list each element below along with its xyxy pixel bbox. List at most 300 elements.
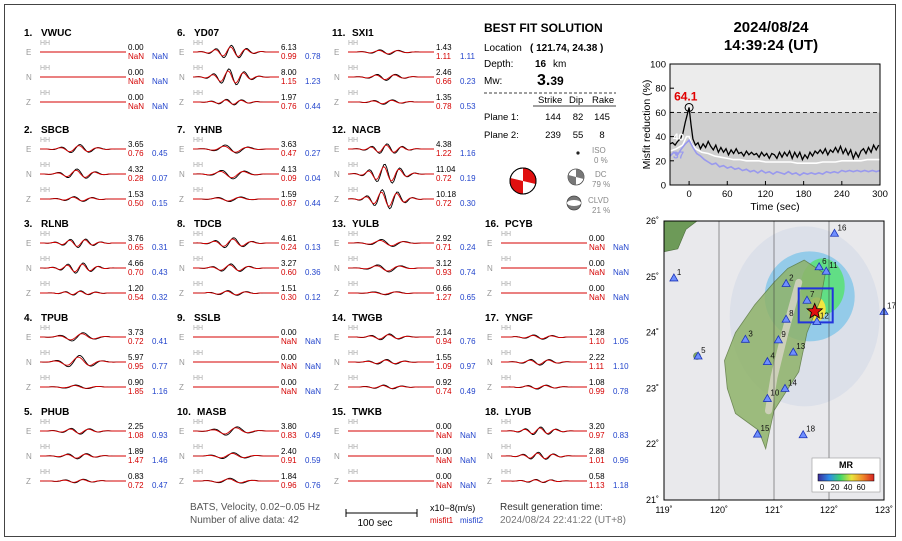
- misfit2-value: 0.45: [152, 149, 168, 158]
- result-time-label: Result generation time:: [500, 502, 603, 513]
- amplitude-value: 0.00: [589, 284, 605, 293]
- station-panel-phub: [24, 407, 168, 490]
- synthetic-waveform: [348, 51, 434, 54]
- misfit2-value: 0.93: [152, 431, 168, 440]
- channel-label: HH: [40, 137, 51, 144]
- colorbar-tick: 0: [819, 483, 825, 492]
- component-label: N: [179, 358, 185, 367]
- component-label: E: [179, 333, 185, 342]
- amplitude-value: 2.88: [589, 447, 605, 456]
- x-tick-label: 240: [833, 189, 850, 200]
- x-tick-label: 60: [721, 189, 733, 200]
- blue-series-label: 37: [673, 150, 685, 162]
- channel-label: HH: [348, 419, 359, 426]
- misfit1-value: NaN: [281, 337, 298, 346]
- latitude-label: 23˚: [645, 383, 659, 394]
- channel-label: HH: [501, 444, 512, 451]
- waveform-footer: [190, 502, 626, 529]
- channel-label: HH: [40, 281, 51, 288]
- station-code: YD07: [194, 28, 220, 39]
- station-panel-twgb: [332, 313, 476, 396]
- misfit1-value: 0.72: [436, 174, 452, 183]
- component-label: E: [26, 145, 32, 154]
- component-label: E: [26, 427, 32, 436]
- component-label: Z: [26, 477, 31, 486]
- plane2-strike: 239: [545, 130, 561, 141]
- channel-label: HH: [348, 137, 359, 144]
- channel-label: HH: [348, 65, 359, 72]
- channel-label: HH: [193, 350, 204, 357]
- channel-label: HH: [348, 40, 359, 47]
- station-code: NACB: [352, 125, 381, 136]
- misfit2-value: 0.44: [305, 102, 321, 111]
- amplitude-value: 3.76: [128, 234, 144, 243]
- channel-label: HH: [40, 256, 51, 263]
- component-label: N: [26, 170, 32, 179]
- latitude-label: 22˚: [645, 439, 659, 450]
- component-label: Z: [26, 383, 31, 392]
- y-tick-label: 40: [655, 132, 666, 144]
- channel-label: HH: [193, 281, 204, 288]
- misfit2-value: 0.97: [460, 362, 476, 371]
- misfit2-value: NaN: [613, 243, 630, 252]
- amplitude-value: 1.84: [281, 472, 297, 481]
- misfit1-value: 0.95: [128, 362, 144, 371]
- station-panel-sbcb: [24, 125, 168, 208]
- misfit2-value: 1.16: [152, 387, 168, 396]
- misfit1-value: 0.76: [128, 149, 144, 158]
- component-label: E: [487, 239, 493, 248]
- misfit2-value: 0.65: [460, 293, 476, 302]
- station-number: 9.: [177, 313, 186, 324]
- component-label: Z: [26, 195, 31, 204]
- misfit1-value: 0.50: [128, 199, 144, 208]
- channel-label: HH: [40, 375, 51, 382]
- plane1-rake: 145: [594, 112, 610, 123]
- station-id: 17: [887, 301, 896, 311]
- channel-label: HH: [348, 187, 359, 194]
- station-id: 14: [788, 378, 797, 388]
- channel-label: HH: [193, 256, 204, 263]
- station-number: 12.: [332, 125, 346, 136]
- channel-label: HH: [40, 469, 51, 476]
- misfit2-value: 0.32: [152, 293, 168, 302]
- amplitude-value: 4.32: [128, 165, 144, 174]
- component-label: E: [334, 427, 340, 436]
- component-label: N: [179, 73, 185, 82]
- misfit2-value: 0.77: [152, 362, 168, 371]
- misfit1-value: 0.99: [589, 387, 605, 396]
- misfit1-value: 0.24: [281, 243, 297, 252]
- station-code: TDCB: [194, 219, 222, 230]
- station-number: 4.: [24, 313, 33, 324]
- component-label: Z: [334, 383, 339, 392]
- misfit2-value: 0.43: [152, 268, 168, 277]
- amplitude-value: 1.08: [589, 378, 605, 387]
- misfit1-value: 0.78: [436, 102, 452, 111]
- component-label: E: [334, 48, 340, 57]
- station-code: SXI1: [352, 28, 374, 39]
- misfit1-value: 0.60: [281, 268, 297, 277]
- longitude-label: 120˚: [709, 505, 729, 515]
- iso-label: ISO: [592, 146, 606, 155]
- amplitude-unit: x10−8(m/s): [430, 503, 476, 513]
- station-number: 13.: [332, 219, 346, 230]
- misfit1-value: NaN: [436, 481, 453, 490]
- station-panel-yngf: [485, 313, 629, 396]
- component-label: Z: [179, 195, 184, 204]
- station-panel-tdcb: [177, 219, 321, 302]
- amplitude-value: 1.89: [128, 447, 144, 456]
- station-number: 8.: [177, 219, 186, 230]
- station-code: SSLB: [194, 313, 221, 324]
- misfit2-legend: misfit2: [460, 516, 484, 525]
- amplitude-value: 4.13: [281, 165, 297, 174]
- station-code: TWGB: [352, 313, 383, 324]
- misfit1-value: 1.15: [281, 77, 297, 86]
- misfit2-value: 0.78: [305, 52, 321, 61]
- channel-label: HH: [193, 40, 204, 47]
- component-label: E: [179, 48, 185, 57]
- amplitude-value: 2.92: [436, 234, 452, 243]
- synthetic-waveform: [40, 240, 126, 247]
- amplitude-value: 4.38: [436, 140, 452, 149]
- synthetic-waveform: [40, 386, 126, 389]
- misfit2-value: NaN: [305, 337, 322, 346]
- station-id: 9: [781, 329, 786, 339]
- amplitude-value: 0.00: [128, 43, 144, 52]
- component-label: E: [26, 239, 32, 248]
- misfit1-value: NaN: [589, 243, 606, 252]
- station-code: RLNB: [41, 219, 69, 230]
- channel-label: HH: [40, 419, 51, 426]
- misfit2-value: NaN: [460, 456, 477, 465]
- amplitude-value: 1.43: [436, 43, 452, 52]
- component-label: E: [487, 427, 493, 436]
- synthetic-waveform: [193, 172, 279, 178]
- station-panel-lyub: [485, 407, 629, 490]
- component-label: N: [334, 358, 340, 367]
- component-label: N: [26, 452, 32, 461]
- channel-label: HH: [501, 231, 512, 238]
- component-label: N: [334, 264, 340, 273]
- misfit-reduction-chart: [641, 60, 888, 214]
- misfit1-value: 0.74: [436, 387, 452, 396]
- component-label: E: [179, 239, 185, 248]
- dc-label: DC: [595, 170, 607, 179]
- station-id: 11: [829, 261, 838, 271]
- station-panel-sxi1: [332, 28, 476, 111]
- misfit1-value: 1.11: [436, 52, 451, 61]
- result-time: 2024/08/24 22:41:22 (UT+8): [500, 515, 626, 526]
- synthetic-waveform: [40, 454, 126, 458]
- amplitude-value: 2.46: [436, 68, 452, 77]
- station-panel-yhnb: [177, 125, 321, 208]
- y-tick-label: 60: [655, 107, 666, 119]
- misfit2-value: 0.31: [152, 243, 168, 252]
- synthetic-waveform: [348, 292, 434, 294]
- depth-label: Depth:: [484, 59, 514, 70]
- iso-ball: [576, 151, 579, 154]
- station-id: 7: [810, 290, 815, 300]
- peak-label: 64.1: [674, 89, 698, 104]
- amplitude-value: 0.58: [589, 472, 605, 481]
- station-id: 13: [796, 342, 806, 352]
- misfit1-value: 0.72: [436, 199, 452, 208]
- misfit2-value: 0.15: [152, 199, 168, 208]
- mw-decimal: 39: [550, 74, 564, 88]
- y-axis-label: Misfit reduction (%): [641, 79, 653, 170]
- component-label: N: [487, 264, 493, 273]
- amplitude-value: 0.00: [281, 328, 297, 337]
- station-number: 6.: [177, 28, 186, 39]
- synthetic-waveform: [193, 71, 279, 83]
- misfit2-value: 0.36: [305, 268, 321, 277]
- misfit1-value: 0.30: [281, 293, 297, 302]
- component-label: E: [179, 145, 185, 154]
- component-label: E: [334, 239, 340, 248]
- component-label: N: [179, 170, 185, 179]
- amplitude-value: 1.20: [128, 284, 144, 293]
- misfit1-value: 0.66: [436, 77, 452, 86]
- white-series-label: 40: [673, 132, 685, 144]
- misfit1-value: 1.13: [589, 481, 605, 490]
- misfit1-value: 1.85: [128, 387, 144, 396]
- x-tick-label: 120: [757, 189, 774, 200]
- iso-value: 0 %: [594, 156, 608, 165]
- amplitude-value: 6.13: [281, 43, 297, 52]
- network-info: BATS, Velocity, 0.02~0.05 Hz: [190, 502, 320, 513]
- station-id: 3: [748, 329, 753, 339]
- channel-label: HH: [193, 325, 204, 332]
- misfit1-value: 0.91: [281, 456, 297, 465]
- station-id: 16: [837, 223, 847, 233]
- misfit2-value: 0.30: [460, 199, 476, 208]
- misfit2-value: 0.49: [460, 387, 476, 396]
- synthetic-waveform: [193, 146, 279, 152]
- misfit2-value: 0.13: [305, 243, 321, 252]
- channel-label: HH: [193, 187, 204, 194]
- misfit1-value: 0.71: [436, 243, 452, 252]
- channel-label: HH: [348, 162, 359, 169]
- amplitude-value: 5.97: [128, 353, 144, 362]
- misfit2-value: 0.44: [305, 199, 321, 208]
- misfit1-value: NaN: [281, 362, 298, 371]
- station-number: 11.: [332, 28, 346, 39]
- component-label: E: [334, 333, 340, 342]
- misfit2-value: 0.59: [305, 456, 321, 465]
- misfit2-value: NaN: [152, 77, 169, 86]
- channel-label: HH: [501, 256, 512, 263]
- longitude-label: 122˚: [819, 505, 839, 515]
- component-label: N: [26, 73, 32, 82]
- plane1-strike: 144: [545, 112, 561, 123]
- component-label: Z: [179, 383, 184, 392]
- component-label: Z: [487, 383, 492, 392]
- component-label: Z: [26, 98, 31, 107]
- station-number: 3.: [24, 219, 33, 230]
- y-tick-label: 100: [650, 59, 666, 71]
- synthetic-waveform: [348, 167, 434, 181]
- synthetic-waveform: [193, 291, 279, 295]
- longitude-label: 123˚: [874, 505, 894, 515]
- amplitude-value: 3.65: [128, 140, 144, 149]
- misfit1-value: 1.27: [436, 293, 452, 302]
- plane2-dip: 55: [572, 130, 584, 141]
- misfit1-value: NaN: [436, 456, 453, 465]
- component-label: Z: [334, 98, 339, 107]
- best-fit-solution: [484, 21, 616, 215]
- amplitude-value: 3.27: [281, 259, 297, 268]
- latitude-label: 24˚: [645, 327, 659, 338]
- misfit2-value: 0.74: [460, 268, 476, 277]
- colorbar: [818, 474, 874, 481]
- misfit1-value: 1.09: [436, 362, 452, 371]
- station-number: 5.: [24, 407, 33, 418]
- amplitude-value: 3.73: [128, 328, 144, 337]
- station-code: SBCB: [41, 125, 70, 136]
- misfit2-value: 0.19: [460, 174, 476, 183]
- station-id: 8: [789, 309, 794, 319]
- misfit1-value: 0.72: [128, 481, 144, 490]
- amplitude-value: 11.04: [436, 165, 456, 174]
- plane1-dip: 82: [572, 112, 584, 123]
- amplitude-value: 0.90: [128, 378, 144, 387]
- channel-label: HH: [348, 231, 359, 238]
- misfit2-value: NaN: [460, 431, 477, 440]
- amplitude-value: 0.00: [281, 353, 297, 362]
- amplitude-value: 1.55: [436, 353, 452, 362]
- channel-label: HH: [193, 162, 204, 169]
- component-label: N: [26, 358, 32, 367]
- synthetic-waveform: [348, 386, 434, 389]
- depth-value: 16: [535, 59, 547, 70]
- depth-unit: km: [553, 59, 567, 70]
- amplitude-value: 0.92: [436, 378, 452, 387]
- synthetic-waveform: [193, 428, 279, 434]
- misfit1-value: NaN: [589, 293, 606, 302]
- amplitude-value: 2.25: [128, 422, 144, 431]
- station-panel-twkb: [332, 407, 476, 490]
- x-axis-label: Time (sec): [750, 201, 800, 213]
- channel-label: HH: [40, 444, 51, 451]
- station-code: MASB: [197, 407, 227, 418]
- x-tick-label: 0: [686, 189, 692, 200]
- station-id: 18: [806, 424, 816, 434]
- event-time: 14:39:24 (UT): [723, 37, 819, 54]
- synthetic-waveform: [40, 197, 126, 201]
- station-code: YULB: [352, 219, 380, 230]
- station-number: 17.: [485, 313, 499, 324]
- amplitude-value: 10.18: [436, 190, 457, 199]
- station-id: 1: [676, 267, 682, 277]
- above-threshold-band: [670, 64, 880, 112]
- misfit1-value: 0.28: [128, 174, 144, 183]
- misfit1-value: NaN: [128, 77, 145, 86]
- x-tick-label: 180: [795, 189, 812, 200]
- station-code: YHNB: [194, 125, 223, 136]
- component-label: Z: [179, 98, 184, 107]
- channel-label: HH: [501, 281, 512, 288]
- misfit2-value: 0.78: [613, 387, 629, 396]
- misfit2-value: NaN: [613, 268, 630, 277]
- station-code: VWUC: [41, 28, 72, 39]
- plane1-label: Plane 1:: [484, 112, 519, 123]
- component-label: Z: [487, 477, 492, 486]
- channel-label: HH: [501, 419, 512, 426]
- station-number: 14.: [332, 313, 346, 324]
- synthetic-waveform: [501, 336, 587, 339]
- station-id: 10: [770, 388, 780, 398]
- channel-label: HH: [501, 350, 512, 357]
- synthetic-waveform: [40, 334, 126, 340]
- station-id: 6: [822, 256, 827, 266]
- misfit2-value: 1.05: [613, 337, 629, 346]
- station-number: 10.: [177, 407, 191, 418]
- channel-label: HH: [40, 231, 51, 238]
- synthetic-waveform: [193, 239, 279, 246]
- misfit1-value: 0.87: [281, 199, 297, 208]
- amplitude-value: 1.28: [589, 328, 605, 337]
- station-number: 2.: [24, 125, 33, 136]
- station-number: 7.: [177, 125, 186, 136]
- channel-label: HH: [501, 375, 512, 382]
- channel-label: HH: [40, 65, 51, 72]
- alive-count: Number of alive data: 42: [190, 515, 299, 526]
- synthetic-waveform: [40, 264, 126, 272]
- component-label: Z: [26, 289, 31, 298]
- station-number: 15.: [332, 407, 346, 418]
- synthetic-waveform: [348, 192, 434, 206]
- misfit2-value: 0.47: [152, 481, 168, 490]
- amplitude-value: 0.00: [128, 93, 144, 102]
- misfit2-value: 1.46: [152, 456, 168, 465]
- component-label: E: [26, 333, 32, 342]
- misfit1-value: NaN: [589, 268, 606, 277]
- misfit2-value: 1.11: [460, 52, 475, 61]
- misfit2-value: NaN: [305, 362, 322, 371]
- amplitude-value: 0.00: [589, 259, 605, 268]
- station-panel-yd07: [177, 28, 321, 111]
- channel-label: HH: [40, 90, 51, 97]
- station-id: 5: [701, 346, 706, 356]
- rake-header: Rake: [592, 95, 615, 106]
- amplitude-value: 1.51: [281, 284, 297, 293]
- misfit2-value: 0.04: [305, 174, 321, 183]
- misfit2-value: 0.12: [305, 293, 321, 302]
- channel-label: HH: [40, 40, 51, 47]
- misfit2-value: NaN: [613, 293, 630, 302]
- event-date: 2024/08/24: [733, 19, 809, 36]
- component-label: Z: [487, 289, 492, 298]
- station-map: [646, 216, 896, 515]
- clvd-label: CLVD: [588, 196, 609, 205]
- focal-mechanism-beachball: [510, 168, 536, 194]
- channel-label: HH: [40, 162, 51, 169]
- misfit1-value: 0.70: [128, 268, 144, 277]
- latitude-label: 25˚: [645, 271, 659, 282]
- channel-label: HH: [193, 469, 204, 476]
- misfit1-value: 0.65: [128, 243, 144, 252]
- synthetic-waveform: [348, 100, 434, 103]
- y-tick-label: 20: [655, 156, 666, 168]
- x-tick-label: 300: [872, 189, 888, 200]
- amplitude-value: 3.63: [281, 140, 297, 149]
- amplitude-value: 0.00: [589, 234, 605, 243]
- channel-label: HH: [40, 350, 51, 357]
- station-id: 12: [819, 311, 829, 321]
- amplitude-value: 1.53: [128, 190, 144, 199]
